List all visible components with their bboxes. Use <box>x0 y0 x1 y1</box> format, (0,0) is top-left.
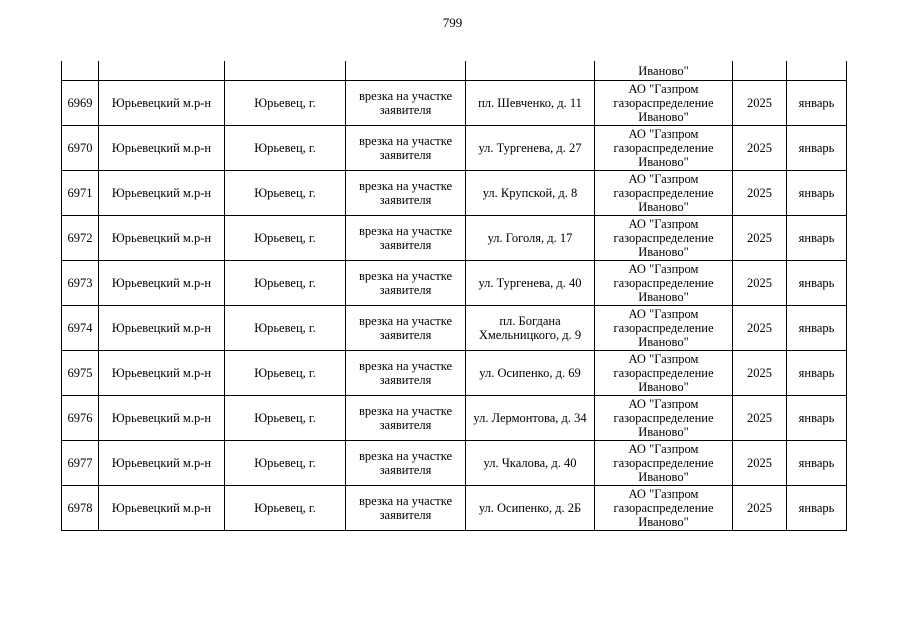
cell-work: врезка на участке заявителя <box>346 126 466 171</box>
cell-district: Юрьевецкий м.р-н <box>99 396 225 441</box>
cell-year: 2025 <box>733 306 787 351</box>
cell-work <box>346 61 466 81</box>
cell-district: Юрьевецкий м.р-н <box>99 171 225 216</box>
cell-address: ул. Чкалова, д. 40 <box>466 441 595 486</box>
cell-city: Юрьевец, г. <box>225 306 346 351</box>
cell-month: январь <box>787 261 847 306</box>
cell-year: 2025 <box>733 126 787 171</box>
cell-org: АО "Газпром газораспределение Иваново" <box>595 351 733 396</box>
cell-city: Юрьевец, г. <box>225 81 346 126</box>
cell-id: 6974 <box>62 306 99 351</box>
cell-work: врезка на участке заявителя <box>346 81 466 126</box>
cell-org: АО "Газпром газораспределение Иваново" <box>595 126 733 171</box>
cell-id: 6969 <box>62 81 99 126</box>
cell-city: Юрьевец, г. <box>225 216 346 261</box>
cell-address: пл. Шевченко, д. 11 <box>466 81 595 126</box>
cell-work: врезка на участке заявителя <box>346 351 466 396</box>
cell-org: АО "Газпром газораспределение Иваново" <box>595 486 733 531</box>
table-row <box>62 351 847 396</box>
cell-address: ул. Тургенева, д. 27 <box>466 126 595 171</box>
cell-district: Юрьевецкий м.р-н <box>99 486 225 531</box>
cell-id: 6973 <box>62 261 99 306</box>
cell-district: Юрьевецкий м.р-н <box>99 306 225 351</box>
cell-district: Юрьевецкий м.р-н <box>99 81 225 126</box>
cell-work: врезка на участке заявителя <box>346 486 466 531</box>
cell-year: 2025 <box>733 216 787 261</box>
cell-org: АО "Газпром газораспределение Иваново" <box>595 171 733 216</box>
cell-org: АО "Газпром газораспределение Иваново" <box>595 306 733 351</box>
cell-district: Юрьевецкий м.р-н <box>99 216 225 261</box>
cell-org: АО "Газпром газораспределение Иваново" <box>595 441 733 486</box>
cell-district: Юрьевецкий м.р-н <box>99 261 225 306</box>
continuation-row <box>62 61 847 81</box>
cell-city: Юрьевец, г. <box>225 351 346 396</box>
cell-address: ул. Тургенева, д. 40 <box>466 261 595 306</box>
cell-address: ул. Гоголя, д. 17 <box>466 216 595 261</box>
cell-address: ул. Осипенко, д. 69 <box>466 351 595 396</box>
cell-work: врезка на участке заявителя <box>346 306 466 351</box>
table-row <box>62 396 847 441</box>
cell-id: 6977 <box>62 441 99 486</box>
cell-city: Юрьевец, г. <box>225 396 346 441</box>
table-row <box>62 81 847 126</box>
cell-address: ул. Осипенко, д. 2Б <box>466 486 595 531</box>
cell-id: 6976 <box>62 396 99 441</box>
table-row <box>62 486 847 531</box>
cell-district: Юрьевецкий м.р-н <box>99 441 225 486</box>
cell-org: АО "Газпром газораспределение Иваново" <box>595 396 733 441</box>
page-number: 799 <box>442 15 463 30</box>
cell-org: Иваново" <box>595 61 733 81</box>
cell-id: 6978 <box>62 486 99 531</box>
cell-city: Юрьевец, г. <box>225 126 346 171</box>
cell-year: 2025 <box>733 261 787 306</box>
cell-month: январь <box>787 171 847 216</box>
cell-id <box>62 61 99 81</box>
table-row <box>62 126 847 171</box>
cell-year: 2025 <box>733 81 787 126</box>
cell-address: ул. Крупской, д. 8 <box>466 171 595 216</box>
cell-month: январь <box>787 486 847 531</box>
cell-month <box>787 61 847 81</box>
cell-district <box>99 61 225 81</box>
table-body <box>62 61 847 531</box>
cell-address <box>466 61 595 81</box>
table-row <box>62 261 847 306</box>
table-row <box>62 441 847 486</box>
cell-work: врезка на участке заявителя <box>346 396 466 441</box>
cell-year: 2025 <box>733 486 787 531</box>
cell-id: 6971 <box>62 171 99 216</box>
table-row <box>62 171 847 216</box>
cell-id: 6972 <box>62 216 99 261</box>
cell-city: Юрьевец, г. <box>225 261 346 306</box>
cell-id: 6975 <box>62 351 99 396</box>
cell-city: Юрьевец, г. <box>225 486 346 531</box>
cell-month: январь <box>787 126 847 171</box>
table-row <box>62 216 847 261</box>
cell-month: январь <box>787 81 847 126</box>
cell-org: АО "Газпром газораспределение Иваново" <box>595 216 733 261</box>
cell-org: АО "Газпром газораспределение Иваново" <box>595 261 733 306</box>
cell-year <box>733 61 787 81</box>
registry-table <box>61 61 847 531</box>
cell-address: ул. Лермонтова, д. 34 <box>466 396 595 441</box>
cell-city: Юрьевец, г. <box>225 171 346 216</box>
cell-id: 6970 <box>62 126 99 171</box>
cell-address: пл. Богдана Хмельницкого, д. 9 <box>466 306 595 351</box>
cell-month: январь <box>787 441 847 486</box>
cell-work: врезка на участке заявителя <box>346 216 466 261</box>
table-row <box>62 306 847 351</box>
cell-year: 2025 <box>733 171 787 216</box>
cell-district: Юрьевецкий м.р-н <box>99 126 225 171</box>
cell-city <box>225 61 346 81</box>
cell-work: врезка на участке заявителя <box>346 261 466 306</box>
cell-month: январь <box>787 216 847 261</box>
cell-month: январь <box>787 396 847 441</box>
cell-work: врезка на участке заявителя <box>346 441 466 486</box>
cell-work: врезка на участке заявителя <box>346 171 466 216</box>
cell-month: январь <box>787 351 847 396</box>
cell-year: 2025 <box>733 396 787 441</box>
cell-year: 2025 <box>733 441 787 486</box>
cell-month: январь <box>787 306 847 351</box>
cell-org: АО "Газпром газораспределение Иваново" <box>595 81 733 126</box>
cell-district: Юрьевецкий м.р-н <box>99 351 225 396</box>
cell-city: Юрьевец, г. <box>225 441 346 486</box>
cell-year: 2025 <box>733 351 787 396</box>
